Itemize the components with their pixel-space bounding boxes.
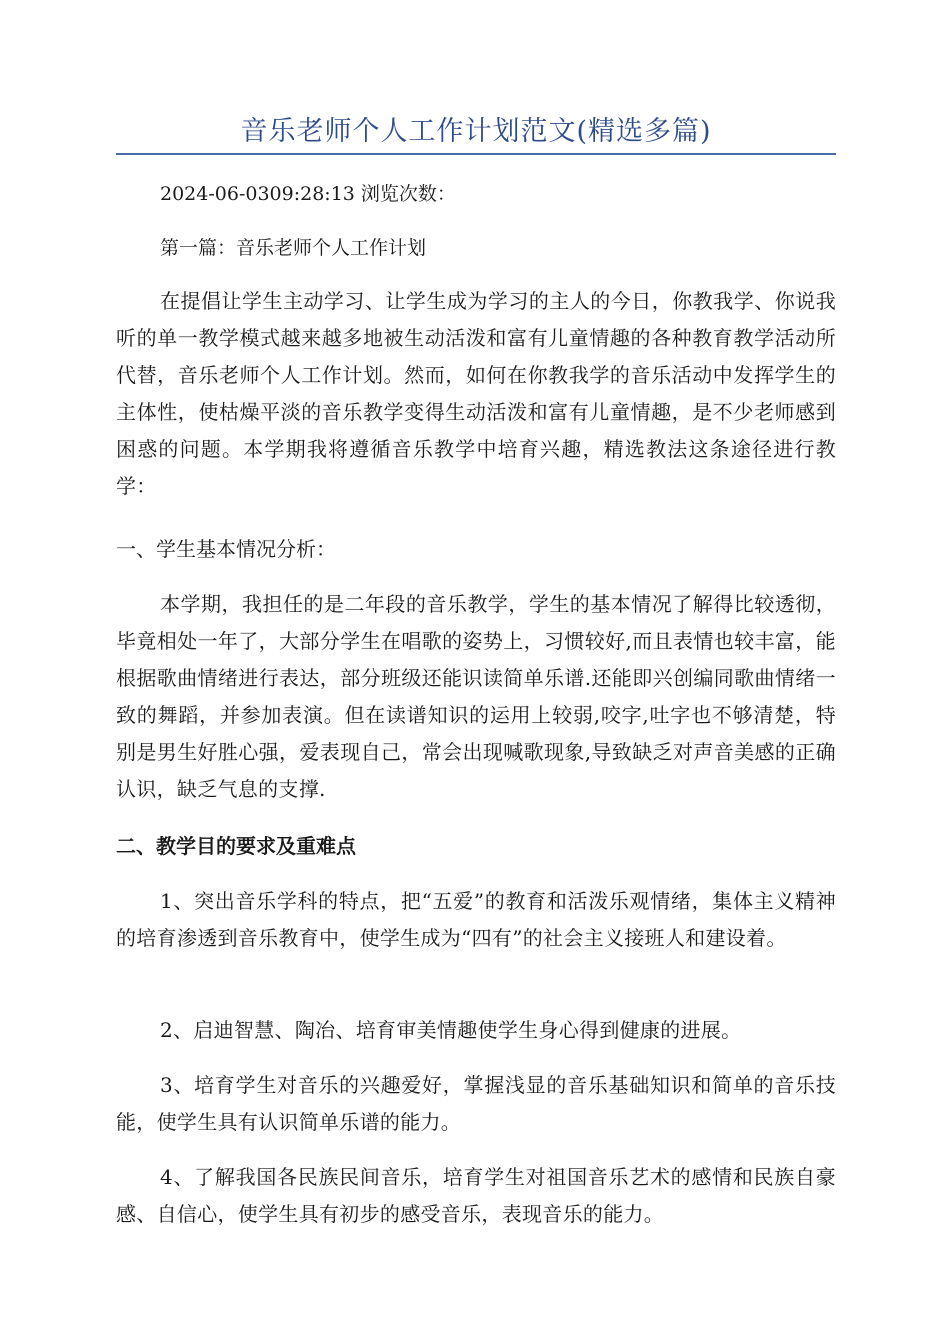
document-meta: 2024-06-0309:28:13 浏览次数： (160, 183, 456, 205)
section-1-heading: 一、学生基本情况分析： (116, 537, 336, 561)
document-title: 音乐老师个人工作计划范文(精选多篇) (240, 116, 712, 147)
chapter-heading: 第一篇：音乐老师个人工作计划 (160, 237, 427, 259)
section-1-paragraph: 本学期，我担任的是二年段的音乐教学，学生的基本情况了解得比较透彻，毕竟相处一年了，大部分学生在唱歌的姿势上，习惯较好,而且表情也较丰富，能根据歌曲情绪进行表达，部分班级还能识读简单乐谱.还能即兴创编同歌曲情绪一致的舞蹈，并参加表演。但在读谱知识的运用上较弱,咬字,吐字也不够清楚，特别是男生好胜心强，爱表现自己，常会出现喊歌现象,导致缺乏对声音美感的正确认识，缺乏气息的支撑. (116, 592, 836, 801)
list-item: 1、突出音乐学科的特点，把“五爱”的教育和活泼乐观情绪，集体主义精神的培育渗透到音乐教育中，使学生成为“四有”的社会主义接班人和建设着。 (116, 889, 836, 950)
section-2-heading: 二、教学目的要求及重难点 (116, 834, 356, 858)
list-item: 2、启迪智慧、陶冶、培育审美情趣使学生身心得到健康的进展。 (160, 1018, 742, 1042)
list-item: 3、培育学生对音乐的兴趣爱好，掌握浅显的音乐基础知识和简单的音乐技能，使学生具有认识简单乐谱的能力。 (116, 1073, 836, 1134)
intro-paragraph: 在提倡让学生主动学习、让学生成为学习的主人的今日，你教我学、你说我听的单一教学模式越来越多地被生动活泼和富有儿童情趣的各种教育教学活动所代替，音乐老师个人工作计划。然而，如何在你教我学的音乐活动中发挥学生的主体性，使枯燥平淡的音乐教学变得生动活泼和富有儿童情趣，是不少老师感到困惑的问题。本学期我将遵循音乐教学中培育兴趣，精选教法这条途径进行教学： (116, 289, 836, 498)
list-item: 4、了解我国各民族民间音乐，培育学生对祖国音乐艺术的感情和民族自豪感、自信心，使学生具有初步的感受音乐，表现音乐的能力。 (116, 1165, 836, 1226)
title-underline (116, 153, 836, 155)
